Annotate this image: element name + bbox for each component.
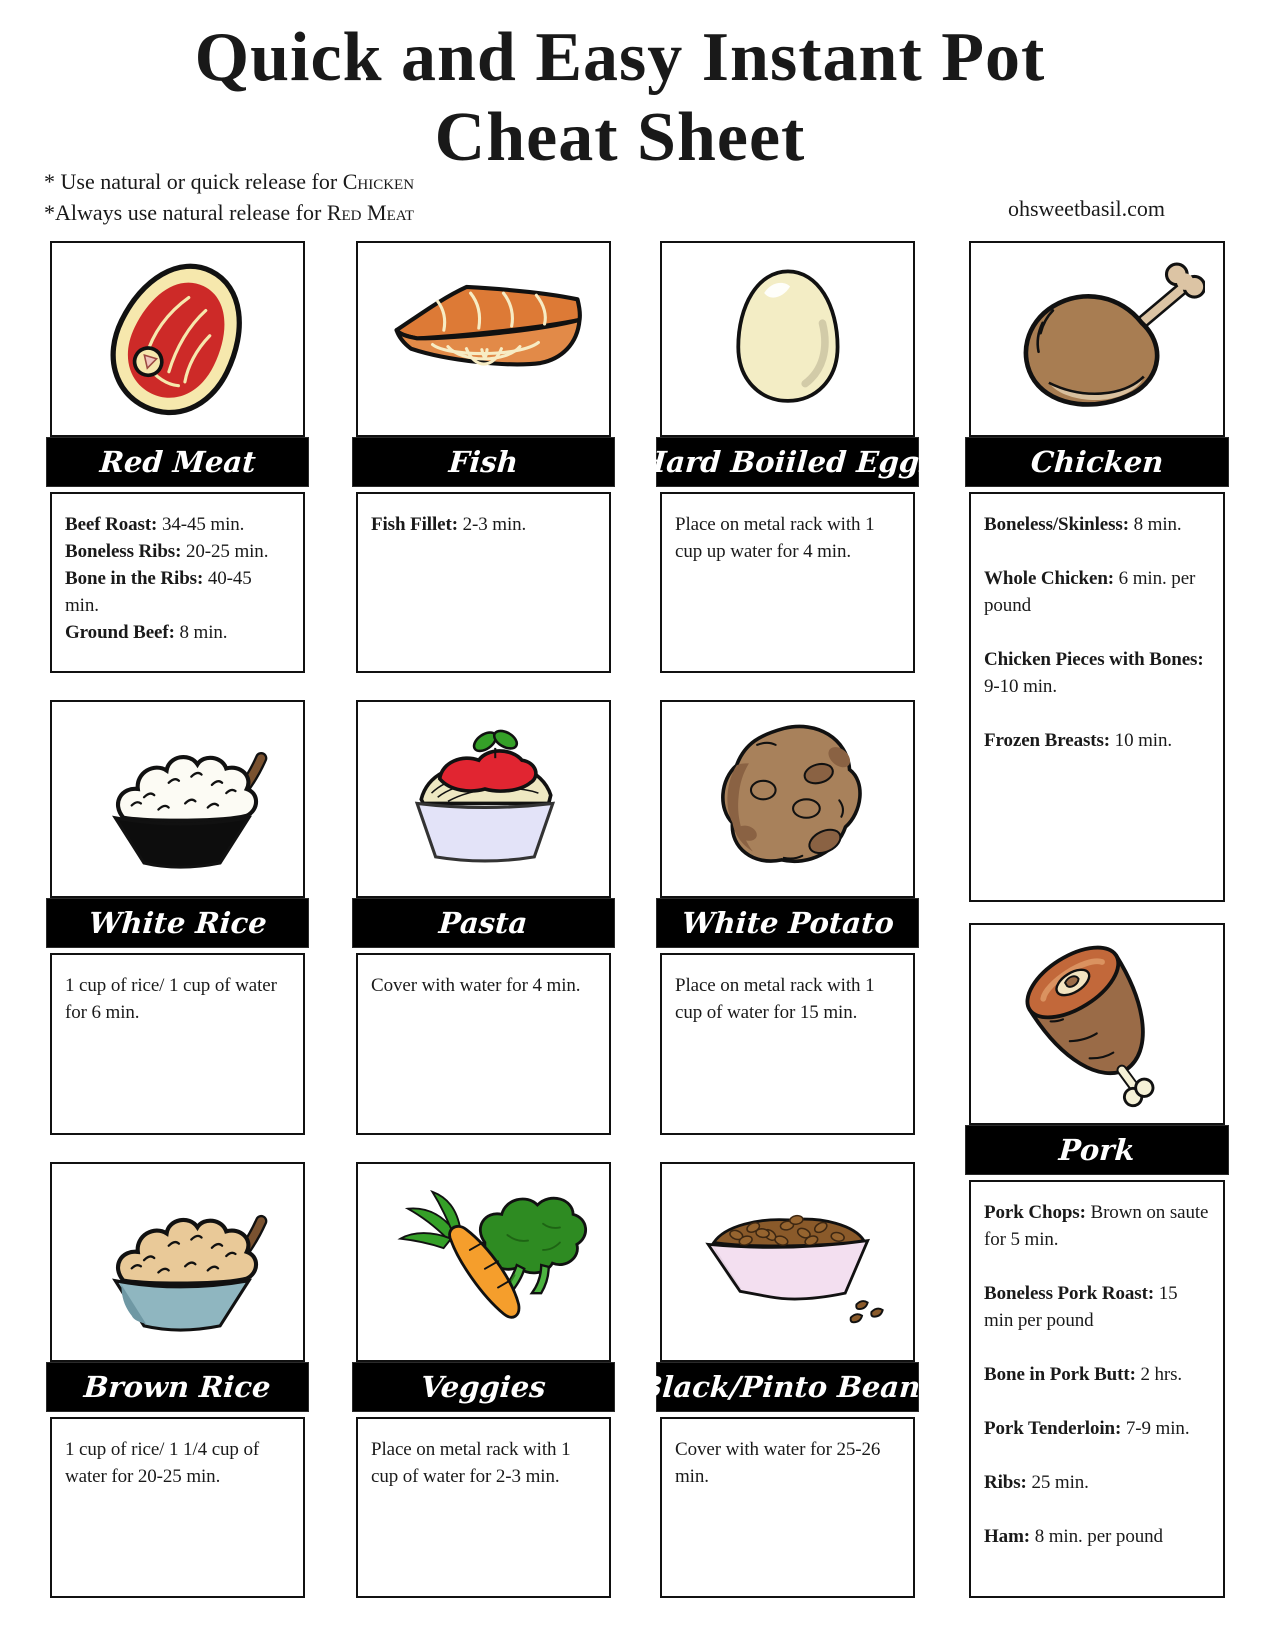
card-times: [660, 1417, 915, 1598]
card-times: [660, 953, 915, 1135]
time-entry: Whole Chicken: 6 min. per pound: [984, 568, 1196, 616]
potato-icon: [680, 712, 896, 887]
card-times: [969, 1180, 1225, 1598]
card-banner: [352, 437, 615, 487]
brown-rice-bowl-icon: [70, 1174, 286, 1350]
time-entry: Ham: 8 min. per pound: [984, 1526, 1163, 1547]
card-white-potato: [660, 700, 915, 1135]
card-banner: [637, 1362, 938, 1412]
note-red-meat-release: *Always use natural release for Red Meat: [44, 200, 415, 225]
website-url: ohsweetbasil.com: [1007, 196, 1165, 221]
beans-bowl-icon: [680, 1174, 896, 1350]
card-pasta: [356, 700, 611, 1135]
note-chicken-release: * Use natural or quick release for Chicken: [44, 169, 415, 194]
card-title: Hard Boiiled Eggs: [638, 445, 937, 479]
time-entry: 1 cup of rice/ 1 cup of water for 6 min.: [65, 975, 277, 1023]
card-banner: [46, 437, 309, 487]
card-title: White Potato: [680, 906, 895, 940]
time-entry: Ground Beef: 8 min.: [65, 622, 228, 643]
card-white-rice: [50, 700, 305, 1135]
card-illustration: [969, 923, 1225, 1125]
card-chicken: [969, 241, 1225, 902]
card-illustration: [356, 1162, 611, 1362]
time-entry: Cover with water for 4 min.: [371, 975, 581, 996]
time-entry: Boneless Pork Roast: 15 min per pound: [984, 1283, 1178, 1331]
card-illustration: [660, 1162, 915, 1362]
card-times: [50, 1417, 305, 1598]
card-title: Fish: [447, 445, 520, 479]
time-entry: Place on metal rack with 1 cup of water for 2-3 min.: [371, 1439, 571, 1487]
card-times: [356, 953, 611, 1135]
card-red-meat: [50, 241, 305, 673]
card-times: [356, 1417, 611, 1598]
note-chicken-emphasis: Chicken: [342, 169, 415, 194]
card-banner: [46, 1362, 309, 1412]
time-entry: Boneless Ribs: 20-25 min.: [65, 541, 269, 562]
release-notes: [44, 166, 414, 228]
card-illustration: [969, 241, 1225, 437]
card-pork: [969, 923, 1225, 1598]
card-fish: [356, 241, 611, 673]
page-title-line1: Quick and Easy Instant Pot: [194, 19, 1046, 96]
card-illustration: [50, 1162, 305, 1362]
card-times: [50, 953, 305, 1135]
card-title: Pork: [1057, 1133, 1137, 1167]
card-title: Chicken: [1029, 445, 1165, 479]
card-illustration: [50, 700, 305, 898]
time-entry: Ribs: 25 min.: [984, 1472, 1089, 1493]
time-entry: Beef Roast: 34-45 min.: [65, 514, 245, 535]
card-illustration: [660, 241, 915, 437]
card-illustration: [356, 241, 611, 437]
card-times: [356, 492, 611, 673]
card-banner: [46, 898, 309, 948]
carrot-broccoli-icon: [376, 1174, 592, 1350]
note-red-meat-emphasis: Red Meat: [326, 200, 415, 225]
time-entry: Frozen Breasts: 10 min.: [984, 730, 1173, 751]
card-veggies: [356, 1162, 611, 1598]
time-entry: Place on metal rack with 1 cup up water for 4 min.: [675, 514, 875, 562]
card-hard-boiled-eggs: [638, 241, 937, 673]
time-entry: Chicken Pieces with Bones: 9-10 min.: [984, 649, 1204, 697]
time-entry: Place on metal rack with 1 cup of water for 15 min.: [675, 975, 875, 1023]
card-banner: [656, 898, 919, 948]
drumstick-icon: [989, 253, 1206, 426]
ham-icon: [989, 935, 1206, 1113]
white-rice-bowl-icon: [70, 712, 286, 887]
card-illustration: [50, 241, 305, 437]
card-title: Pasta: [438, 906, 529, 940]
time-entry: Bone in Pork Butt: 2 hrs.: [984, 1364, 1183, 1385]
steak-icon: [70, 253, 286, 426]
card-title: White Rice: [87, 906, 268, 940]
time-entry: Fish Fillet: 2-3 min.: [371, 514, 527, 535]
time-entry: Pork Tenderloin: 7-9 min.: [984, 1418, 1190, 1439]
time-entry: Cover with water for 25-26 min.: [675, 1439, 881, 1487]
card-banner: [638, 437, 937, 487]
time-entry: 1 cup of rice/ 1 1/4 cup of water for 20-25 min.: [65, 1439, 260, 1487]
egg-icon: [680, 253, 896, 426]
card-times: [50, 492, 305, 673]
time-entry: Boneless/Skinless: 8 min.: [984, 514, 1182, 535]
page-title: [0, 18, 1240, 178]
card-black-pinto-beans: [637, 1162, 938, 1598]
card-banner: [965, 437, 1229, 487]
card-times: [660, 492, 915, 673]
card-title: Veggies: [419, 1370, 548, 1404]
card-banner: [352, 1362, 615, 1412]
card-title: Brown Rice: [83, 1370, 272, 1404]
card-illustration: [660, 700, 915, 898]
salmon-fillet-icon: [376, 253, 592, 426]
card-times: [969, 492, 1225, 902]
card-title: Red Meat: [98, 445, 257, 479]
card-banner: [965, 1125, 1229, 1175]
card-banner: [352, 898, 615, 948]
card-illustration: [356, 700, 611, 898]
time-entry: Bone in the Ribs: 40-45 min.: [65, 568, 252, 616]
card-brown-rice: [50, 1162, 305, 1598]
page-title-line2: Cheat Sheet: [434, 99, 806, 176]
card-title: Black/Pinto Beans: [637, 1370, 938, 1404]
pasta-bowl-icon: [376, 712, 592, 887]
time-entry: Pork Chops: Brown on saute for 5 min.: [984, 1202, 1209, 1250]
